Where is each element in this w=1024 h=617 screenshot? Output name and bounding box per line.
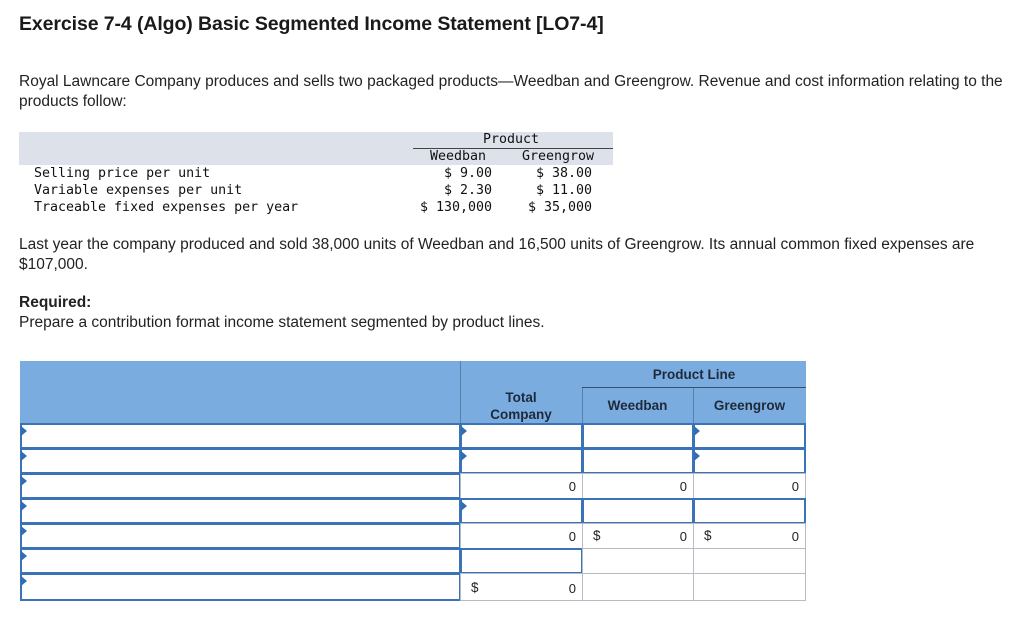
greengrow-input[interactable] (693, 498, 806, 524)
weedban-traceable-fixed: $ 130,000 (420, 200, 493, 215)
dropdown-marker-icon (461, 451, 467, 461)
weedban-selling-price: $ 9.00 (444, 166, 493, 181)
weedban-dollar-sign: $ (593, 528, 601, 543)
page-title: Exercise 7-4 (Algo) Basic Segmented Income Statement [LO7-4] (19, 13, 604, 35)
greengrow-selling-price: $ 38.00 (536, 166, 593, 181)
weedban-empty-cell (582, 573, 694, 601)
weedban-header: Weedban (607, 398, 668, 413)
total-amount: 0 (568, 479, 576, 494)
total-value (460, 473, 583, 499)
product-line-header: Product Line (652, 367, 736, 382)
required-heading: Required: (19, 294, 92, 311)
dropdown-marker-icon (21, 426, 27, 436)
total-value (460, 523, 583, 549)
units-paragraph: Last year the company produced and sold 38,000 units of Weedban and 16,500 units of Greengrow. Its annual common fixed expenses are $107,000. (19, 236, 975, 273)
row-label-input[interactable] (20, 573, 461, 601)
total-input[interactable] (460, 548, 583, 574)
intro-paragraph: Royal Lawncare Company produces and sells two packaged products—Weedban and Greengrow. Revenue and cost information relating to the products follow: (19, 73, 1003, 110)
greengrow-dollar-sign: $ (704, 528, 712, 543)
total-company-header (460, 389, 582, 423)
row-label-input[interactable] (20, 473, 461, 499)
weedban-input[interactable] (582, 448, 694, 474)
greengrow-amount: 0 (791, 529, 799, 544)
weedban-empty-cell (582, 548, 694, 574)
weedban-variable-expenses: $ 2.30 (444, 183, 493, 198)
dropdown-marker-icon (21, 451, 27, 461)
total-header-line1: Total (505, 390, 537, 405)
product-group-header: Product (483, 132, 540, 147)
weedban-value (582, 523, 694, 549)
dropdown-marker-icon (21, 526, 27, 536)
greengrow-input[interactable] (693, 448, 806, 474)
total-input[interactable] (460, 423, 583, 449)
dropdown-marker-icon (461, 501, 467, 511)
col-greengrow-header: Greengrow (522, 149, 595, 164)
product-line-rule (582, 387, 806, 388)
total-amount: 0 (568, 581, 576, 596)
weedban-input[interactable] (582, 423, 694, 449)
col-weedban-header: Weedban (430, 149, 487, 164)
dropdown-marker-icon (21, 551, 27, 561)
greengrow-traceable-fixed: $ 35,000 (528, 200, 593, 215)
row-label-input[interactable] (20, 448, 461, 474)
product-info-table (19, 132, 613, 217)
dropdown-marker-icon (21, 576, 27, 586)
row-label-selling-price: Selling price per unit (34, 166, 211, 181)
total-amount: 0 (568, 529, 576, 544)
dropdown-marker-icon (21, 476, 27, 486)
total-header-line2: Company (490, 407, 552, 422)
row-label-input[interactable] (20, 423, 461, 449)
total-input[interactable] (460, 448, 583, 474)
greengrow-header: Greengrow (713, 398, 786, 413)
greengrow-value (693, 473, 806, 499)
row-label-input[interactable] (20, 498, 461, 524)
greengrow-empty-cell (693, 573, 806, 601)
row-label-variable-expenses: Variable expenses per unit (34, 183, 243, 198)
weedban-value (582, 473, 694, 499)
total-input[interactable] (460, 498, 583, 524)
row-label-input[interactable] (20, 523, 461, 549)
total-dollar-sign: $ (471, 580, 479, 595)
dropdown-marker-icon (694, 426, 700, 436)
row-label-input[interactable] (20, 548, 461, 574)
income-statement-grid (20, 361, 806, 602)
dropdown-marker-icon (694, 451, 700, 461)
greengrow-variable-expenses: $ 11.00 (536, 183, 593, 198)
row-label-traceable-fixed: Traceable fixed expenses per year (34, 200, 299, 215)
greengrow-value (693, 523, 806, 549)
dropdown-marker-icon (461, 426, 467, 436)
greengrow-input[interactable] (693, 423, 806, 449)
total-value (460, 573, 583, 601)
dropdown-marker-icon (21, 501, 27, 511)
greengrow-amount: 0 (791, 479, 799, 494)
weedban-amount: 0 (679, 529, 687, 544)
greengrow-empty-cell (693, 548, 806, 574)
required-text: Prepare a contribution format income statement segmented by product lines. (19, 314, 545, 331)
weedban-input[interactable] (582, 498, 694, 524)
weedban-amount: 0 (679, 479, 687, 494)
